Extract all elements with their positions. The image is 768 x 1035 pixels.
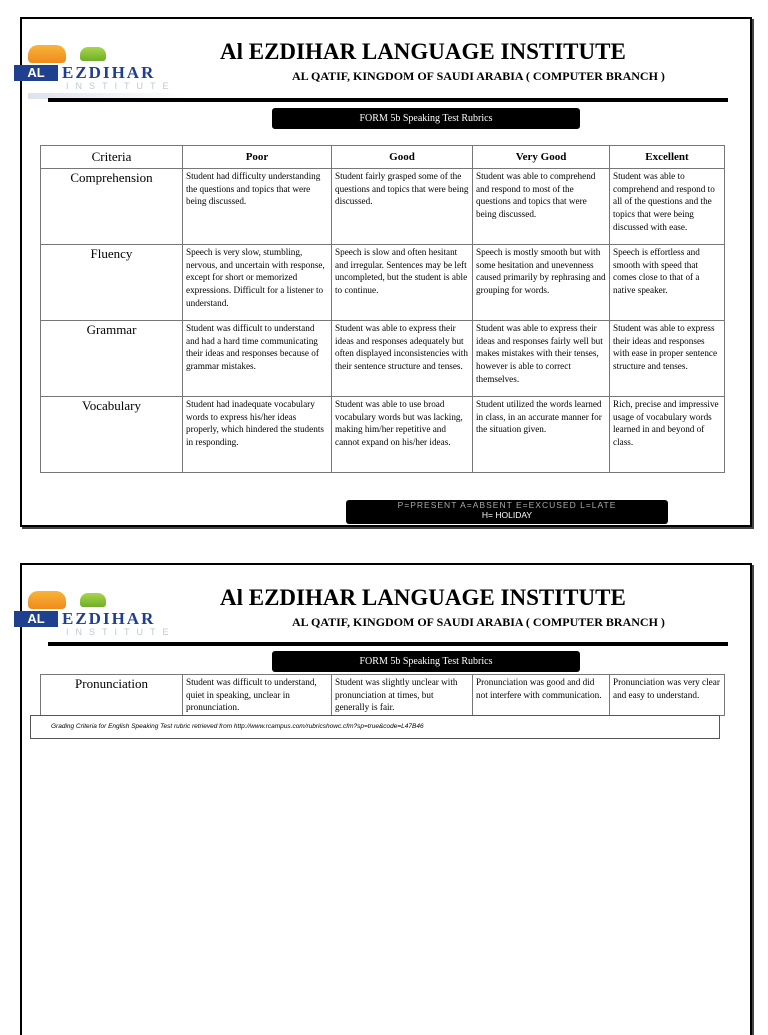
institute-title: Al EZDIHAR LANGUAGE INSTITUTE [220, 585, 626, 610]
column-header-poor: Poor [183, 146, 332, 169]
criteria-cell: Pronunciation [41, 675, 183, 716]
institute-subtitle: AL QATIF, KINGDOM OF SAUDI ARABIA ( COMPUTER BRANCH ) [292, 69, 665, 83]
good-cell: Student fairly grasped some of the questions and topics that were being discussed. [332, 169, 473, 245]
table-row [41, 321, 725, 397]
criteria-cell: Grammar [41, 321, 183, 397]
poor-cell: Student had inadequate vocabulary words to express his/her ideas properly, which hindered the students in responding. [183, 397, 332, 473]
table-row [41, 397, 725, 473]
good-cell: Speech is slow and often hesitant and irregular. Sentences may be left uncompleted, but the student is able to continue. [332, 245, 473, 321]
legend-holiday: H= HOLIDAY [481, 510, 533, 520]
table-row [41, 675, 725, 716]
logo-badge: AL [14, 611, 58, 627]
logo-green-shape [80, 593, 106, 607]
very-good-cell: Student utilized the words learned in class, in an accurate manner for the situation given. [473, 397, 610, 473]
header-divider [48, 98, 728, 102]
column-header-criteria: Criteria [41, 146, 183, 169]
excellent-cell: Rich, precise and impressive usage of vocabulary words learned in and beyond of class. [610, 397, 725, 473]
very-good-cell: Speech is mostly smooth but with some hesitation and unevenness caused primarily by rephrasing and grouping for words. [473, 245, 610, 321]
attendance-legend [346, 500, 668, 524]
poor-cell: Speech is very slow, stumbling, nervous, and uncertain with response, except for short or memorized expressions. Difficult for a listener to understand. [183, 245, 332, 321]
institute-logo [14, 41, 204, 93]
very-good-cell: Student was able to express their ideas and responses fairly well but makes mistakes with their tenses, however is able to correct themselves. [473, 321, 610, 397]
good-cell: Student was able to use broad vocabulary words but was lacking, making him/her repetitive and cannot expand on his/her ideas. [332, 397, 473, 473]
poor-cell: Student was difficult to understand and had a hard time communicating their ideas and responses because of grammar mistakes. [183, 321, 332, 397]
excellent-cell: Pronunciation was very clear and easy to understand. [610, 675, 725, 716]
logo-green-shape [80, 47, 106, 61]
header-divider [48, 642, 728, 646]
poor-cell: Student had difficulty understanding the questions and topics that were being discussed. [183, 169, 332, 245]
excellent-cell: Student was able to comprehend and respond to all of the questions and the topics that were being discussed with ease. [610, 169, 725, 245]
table-header-row [41, 146, 725, 169]
logo-subtext: INSTITUTE [66, 627, 176, 637]
source-note: Grading Criteria for English Speaking Test rubric retrieved from http://www.rcampus.com/rubricshowc.cfm?sp=true&code=L47B46 [30, 715, 720, 739]
logo-orange-shape [28, 591, 66, 609]
table-row [41, 245, 725, 321]
column-header-very-good: Very Good [473, 146, 610, 169]
form-title: FORM 5b Speaking Test Rubrics [272, 651, 580, 672]
logo-orange-shape [28, 45, 66, 63]
criteria-cell: Vocabulary [41, 397, 183, 473]
table-row [41, 169, 725, 245]
logo-name: EZDIHAR [62, 63, 156, 82]
rubric-page-2 [20, 563, 752, 1035]
column-header-excellent: Excellent [610, 146, 725, 169]
institute-title: Al EZDIHAR LANGUAGE INSTITUTE [220, 39, 626, 64]
excellent-cell: Student was able to express their ideas and responses with ease in proper sentence structure and tenses. [610, 321, 725, 397]
logo-name: EZDIHAR [62, 609, 156, 628]
very-good-cell: Student was able to comprehend and respond to most of the questions and topics that were being discussed. [473, 169, 610, 245]
legend-codes: P=PRESENT A=ABSENT E=EXCUSED L=LATE [397, 500, 617, 510]
column-header-good: Good [332, 146, 473, 169]
very-good-cell: Pronunciation was good and did not interfere with communication. [473, 675, 610, 716]
rubric-table-continued [40, 674, 725, 716]
criteria-cell: Fluency [41, 245, 183, 321]
logo-subtext: INSTITUTE [66, 81, 176, 91]
poor-cell: Student was difficult to understand, quiet in speaking, unclear in pronunciation. [183, 675, 332, 716]
good-cell: Student was slightly unclear with pronunciation at times, but generally is fair. [332, 675, 473, 716]
institute-logo [14, 587, 204, 639]
rubric-page-1 [20, 17, 752, 527]
logo-badge: AL [14, 65, 58, 81]
form-title: FORM 5b Speaking Test Rubrics [272, 108, 580, 129]
good-cell: Student was able to express their ideas and responses adequately but often displayed inconsistencies with their sentence structure and tenses. [332, 321, 473, 397]
excellent-cell: Speech is effortless and smooth with speed that comes close to that of a native speaker. [610, 245, 725, 321]
institute-subtitle: AL QATIF, KINGDOM OF SAUDI ARABIA ( COMPUTER BRANCH ) [292, 615, 665, 629]
rubric-table [40, 145, 725, 473]
criteria-cell: Comprehension [41, 169, 183, 245]
